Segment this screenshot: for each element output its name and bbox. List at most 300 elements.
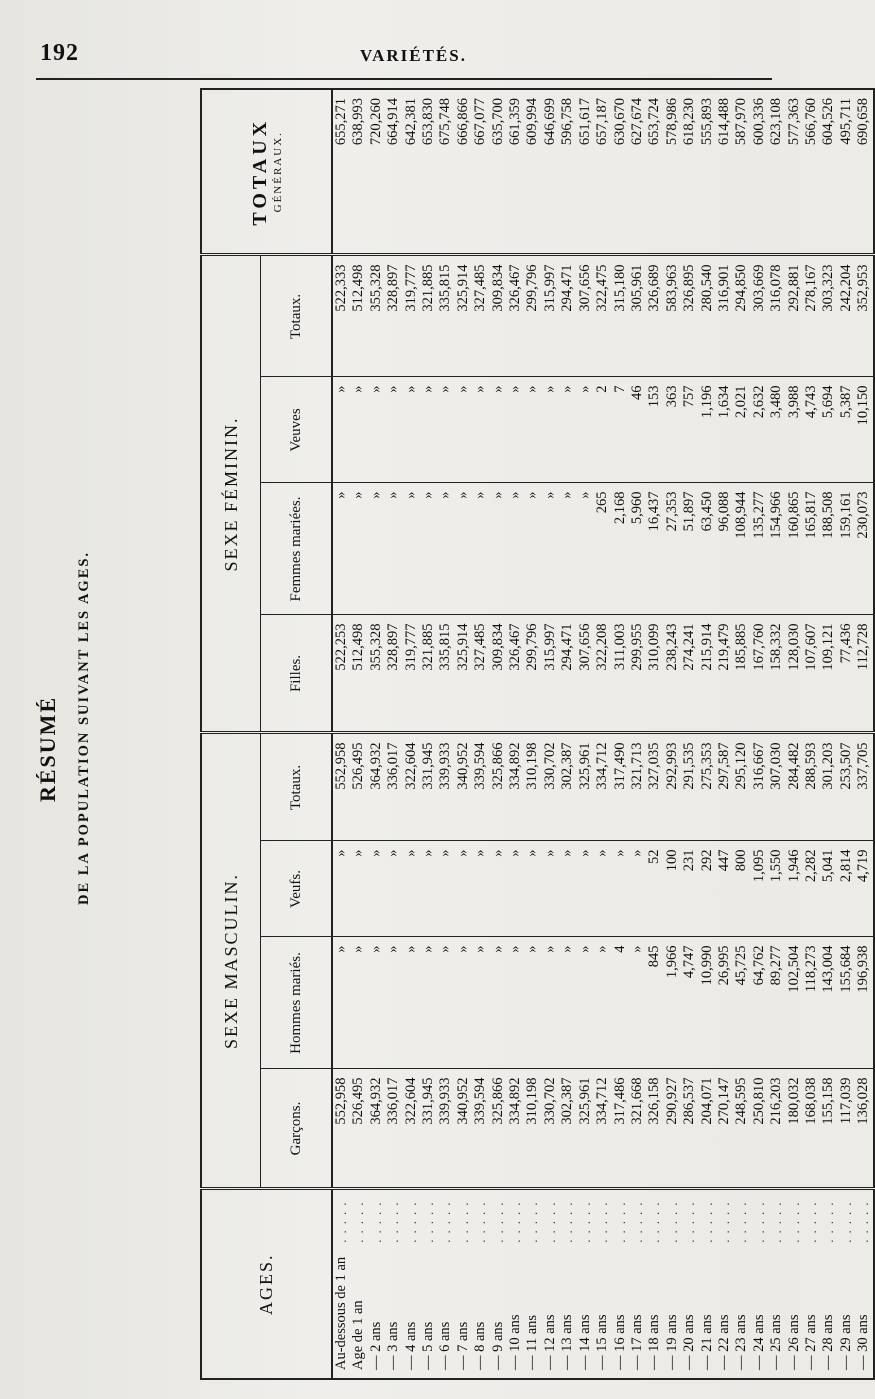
veuves-value: » <box>577 377 594 483</box>
totaux-feminin-value: 316,078 <box>768 255 785 377</box>
garcons-value: 290,927 <box>664 1069 681 1189</box>
femmes-mariees-value: 2,168 <box>612 483 629 615</box>
leader-dots: ..... <box>595 1196 611 1243</box>
veuves-value: » <box>332 377 350 483</box>
femmes-mariees-value: 160,865 <box>786 483 803 615</box>
age-label <box>368 1189 385 1379</box>
table-row <box>820 89 837 1379</box>
femmes-mariees-value: 63,450 <box>699 483 716 615</box>
age-text: — 18 ans <box>646 1314 663 1370</box>
veufs-value: » <box>594 841 611 937</box>
garcons-value: 526,495 <box>350 1069 367 1189</box>
garcons-value: 330,702 <box>542 1069 559 1189</box>
age-text: — 11 ans <box>524 1314 541 1370</box>
age-label <box>664 1189 681 1379</box>
totaux-generaux-value: 596,758 <box>559 89 576 255</box>
veuves-value: 46 <box>629 377 646 483</box>
garcons-value: 136,028 <box>855 1069 873 1189</box>
leader-dots: ..... <box>803 1196 819 1243</box>
filles-value: 325,914 <box>455 615 472 733</box>
totaux-generaux-value: 655,271 <box>332 89 350 255</box>
filles-value: 238,243 <box>664 615 681 733</box>
filles-value: 327,485 <box>472 615 489 733</box>
veuves-value: » <box>472 377 489 483</box>
leader-dots: ..... <box>734 1196 750 1243</box>
femmes-mariees-value: 96,088 <box>716 483 733 615</box>
totaux-feminin-value: 325,914 <box>455 255 472 377</box>
population-table <box>200 88 875 1380</box>
totaux-generaux-value: 578,986 <box>664 89 681 255</box>
filles-value: 328,897 <box>385 615 402 733</box>
age-label <box>437 1189 454 1379</box>
leader-dots: ..... <box>455 1196 471 1243</box>
totaux-masculin-value: 339,933 <box>437 733 454 841</box>
filles-value: 315,997 <box>542 615 559 733</box>
age-label <box>403 1189 420 1379</box>
totaux-masculin-value: 307,030 <box>768 733 785 841</box>
filles-value: 321,885 <box>420 615 437 733</box>
totaux-generaux-value: 627,674 <box>629 89 646 255</box>
totaux-generaux-value: 690,658 <box>855 89 873 255</box>
veuves-value: » <box>455 377 472 483</box>
leader-dots: ..... <box>473 1196 489 1243</box>
age-text: — 28 ans <box>820 1314 837 1370</box>
filles-value: 319,777 <box>403 615 420 733</box>
table-row <box>838 89 855 1379</box>
hommes-maries-value: » <box>437 937 454 1069</box>
femmes-mariees-value: » <box>524 483 541 615</box>
garcons-value: 326,158 <box>646 1069 663 1189</box>
veufs-value: 2,814 <box>838 841 855 937</box>
hommes-maries-value: » <box>542 937 559 1069</box>
age-label <box>559 1189 576 1379</box>
header-ages: AGES. <box>201 1189 332 1379</box>
leader-dots: ..... <box>421 1196 437 1243</box>
garcons-value: 270,147 <box>716 1069 733 1189</box>
age-text: — 25 ans <box>768 1314 785 1370</box>
age-text: — 2 ans <box>367 1321 384 1370</box>
garcons-value: 310,198 <box>524 1069 541 1189</box>
veufs-value: » <box>612 841 629 937</box>
totaux-feminin-value: 355,328 <box>368 255 385 377</box>
table-row <box>559 89 576 1379</box>
table-row <box>332 89 350 1379</box>
totaux-feminin-value: 335,815 <box>437 255 454 377</box>
totaux-masculin-value: 337,705 <box>855 733 873 841</box>
femmes-mariees-value: 27,353 <box>664 483 681 615</box>
garcons-value: 250,810 <box>751 1069 768 1189</box>
veuves-value: 4,743 <box>803 377 820 483</box>
filles-value: 274,241 <box>681 615 698 733</box>
filles-value: 335,815 <box>437 615 454 733</box>
filles-value: 167,760 <box>751 615 768 733</box>
garcons-value: 334,712 <box>594 1069 611 1189</box>
garcons-value: 248,595 <box>733 1069 750 1189</box>
age-text: — 19 ans <box>663 1314 680 1370</box>
garcons-value: 339,933 <box>437 1069 454 1189</box>
totaux-feminin-value: 326,689 <box>646 255 663 377</box>
age-label <box>524 1189 541 1379</box>
leader-dots: ..... <box>856 1196 872 1243</box>
totaux-feminin-value: 316,901 <box>716 255 733 377</box>
totaux-masculin-value: 327,035 <box>646 733 663 841</box>
age-text: — 13 ans <box>559 1314 576 1370</box>
filles-value: 128,030 <box>786 615 803 733</box>
age-label <box>507 1189 524 1379</box>
filles-value: 107,607 <box>803 615 820 733</box>
veufs-value: 4,719 <box>855 841 873 937</box>
hommes-maries-value: 26,995 <box>716 937 733 1069</box>
totaux-generaux-value: 587,970 <box>733 89 750 255</box>
garcons-value: 168,038 <box>803 1069 820 1189</box>
femmes-mariees-value: » <box>332 483 350 615</box>
age-text: — 6 ans <box>437 1321 454 1370</box>
totaux-feminin-value: 305,961 <box>629 255 646 377</box>
veufs-value: » <box>403 841 420 937</box>
garcons-value: 155,158 <box>820 1069 837 1189</box>
totaux-feminin-value: 303,323 <box>820 255 837 377</box>
leader-dots: ..... <box>664 1196 680 1243</box>
totaux-masculin-value: 321,713 <box>629 733 646 841</box>
table-body <box>332 89 874 1379</box>
leader-dots: ..... <box>699 1196 715 1243</box>
age-label <box>455 1189 472 1379</box>
col-garcons: Garçons. <box>261 1069 333 1189</box>
age-label <box>751 1189 768 1379</box>
age-text: — 14 ans <box>576 1314 593 1370</box>
table-row <box>437 89 454 1379</box>
veufs-value: 447 <box>716 841 733 937</box>
totaux-masculin-value: 322,604 <box>403 733 420 841</box>
femmes-mariees-value: 51,897 <box>681 483 698 615</box>
veuves-value: » <box>350 377 367 483</box>
veuves-value: 2 <box>594 377 611 483</box>
totaux-feminin-value: 319,777 <box>403 255 420 377</box>
veufs-value: » <box>350 841 367 937</box>
femmes-mariees-value: » <box>542 483 559 615</box>
age-label <box>855 1189 873 1379</box>
totaux-feminin-value: 328,897 <box>385 255 402 377</box>
table-row <box>524 89 541 1379</box>
hommes-maries-value: 845 <box>646 937 663 1069</box>
leader-dots: ..... <box>560 1196 576 1243</box>
filles-value: 311,003 <box>612 615 629 733</box>
age-label <box>490 1189 507 1379</box>
totaux-masculin-value: 334,892 <box>507 733 524 841</box>
veufs-value: » <box>332 841 350 937</box>
garcons-value: 302,387 <box>559 1069 576 1189</box>
totaux-feminin-value: 326,467 <box>507 255 524 377</box>
leader-dots: ..... <box>386 1196 402 1243</box>
veuves-value: 5,694 <box>820 377 837 483</box>
hommes-maries-value: 118,273 <box>803 937 820 1069</box>
femmes-mariees-value: 16,437 <box>646 483 663 615</box>
veuves-value: » <box>437 377 454 483</box>
leader-dots: ..... <box>769 1196 785 1243</box>
totaux-generaux-value: 495,711 <box>838 89 855 255</box>
garcons-value: 336,017 <box>385 1069 402 1189</box>
hommes-maries-value: » <box>403 937 420 1069</box>
filles-value: 215,914 <box>699 615 716 733</box>
totaux-masculin-value: 295,120 <box>733 733 750 841</box>
veufs-value: » <box>507 841 524 937</box>
totaux-generaux-value: 638,993 <box>350 89 367 255</box>
leader-dots: ..... <box>716 1196 732 1243</box>
veuves-value: » <box>490 377 507 483</box>
veufs-value: » <box>542 841 559 937</box>
femmes-mariees-value: 265 <box>594 483 611 615</box>
age-label <box>629 1189 646 1379</box>
totaux-feminin-value: 299,796 <box>524 255 541 377</box>
header-totaux-generaux <box>201 89 332 255</box>
hommes-maries-value: 4,747 <box>681 937 698 1069</box>
femmes-mariees-value: » <box>472 483 489 615</box>
totaux-feminin-value: 294,471 <box>559 255 576 377</box>
population-table-rotated <box>200 90 872 1380</box>
filles-value: 294,471 <box>559 615 576 733</box>
filles-value: 322,208 <box>594 615 611 733</box>
hommes-maries-value: 4 <box>612 937 629 1069</box>
leader-dots: ..... <box>751 1196 767 1243</box>
hommes-maries-value: 196,938 <box>855 937 873 1069</box>
hommes-maries-value: » <box>385 937 402 1069</box>
age-text: — 7 ans <box>454 1321 471 1370</box>
veuves-value: 10,150 <box>855 377 873 483</box>
totaux-masculin-value: 330,702 <box>542 733 559 841</box>
garcons-value: 322,604 <box>403 1069 420 1189</box>
hommes-maries-value: » <box>332 937 350 1069</box>
totaux-masculin-value: 325,866 <box>490 733 507 841</box>
table-row <box>507 89 524 1379</box>
hommes-maries-value: » <box>629 937 646 1069</box>
hommes-maries-value: 1,966 <box>664 937 681 1069</box>
table-title: RÉSUMÉ <box>35 695 60 802</box>
veufs-value: » <box>455 841 472 937</box>
leader-dots: ..... <box>542 1196 558 1243</box>
garcons-value: 325,866 <box>490 1069 507 1189</box>
veuves-value: 757 <box>681 377 698 483</box>
header-sexe-masculin: SEXE MASCULIN. <box>201 733 261 1189</box>
veufs-value: 52 <box>646 841 663 937</box>
totaux-generaux-value: 657,187 <box>594 89 611 255</box>
age-text: Au-dessous de 1 an <box>333 1256 349 1370</box>
totaux-feminin-value: 327,485 <box>472 255 489 377</box>
garcons-value: 331,945 <box>420 1069 437 1189</box>
veuves-value: » <box>403 377 420 483</box>
veufs-value: » <box>385 841 402 937</box>
leader-dots: ..... <box>368 1196 384 1243</box>
table-row <box>612 89 629 1379</box>
header-generaux-label: GÉNÉRAUX. <box>272 131 284 213</box>
table-row <box>855 89 873 1379</box>
hommes-maries-value: 143,004 <box>820 937 837 1069</box>
table-row <box>594 89 611 1379</box>
totaux-feminin-value: 583,963 <box>664 255 681 377</box>
veufs-value: 1,550 <box>768 841 785 937</box>
totaux-masculin-value: 253,507 <box>838 733 855 841</box>
page-number: 192 <box>40 40 79 66</box>
age-label <box>733 1189 750 1379</box>
age-text: — 10 ans <box>507 1314 524 1370</box>
totaux-feminin-value: 322,475 <box>594 255 611 377</box>
femmes-mariees-value: 188,508 <box>820 483 837 615</box>
garcons-value: 339,594 <box>472 1069 489 1189</box>
totaux-feminin-value: 280,540 <box>699 255 716 377</box>
totaux-masculin-value: 334,712 <box>594 733 611 841</box>
garcons-value: 204,071 <box>699 1069 716 1189</box>
totaux-generaux-value: 661,359 <box>507 89 524 255</box>
totaux-generaux-value: 642,381 <box>403 89 420 255</box>
filles-value: 326,467 <box>507 615 524 733</box>
table-row <box>629 89 646 1379</box>
age-text: — 24 ans <box>750 1314 767 1370</box>
veufs-value: 100 <box>664 841 681 937</box>
totaux-generaux-value: 646,699 <box>542 89 559 255</box>
totaux-masculin-value: 291,535 <box>681 733 698 841</box>
femmes-mariees-value: » <box>437 483 454 615</box>
femmes-mariees-value: 159,161 <box>838 483 855 615</box>
veuves-value: » <box>385 377 402 483</box>
femmes-mariees-value: » <box>403 483 420 615</box>
totaux-generaux-value: 666,866 <box>455 89 472 255</box>
femmes-mariees-value: 154,966 <box>768 483 785 615</box>
hommes-maries-value: » <box>420 937 437 1069</box>
age-text: — 12 ans <box>541 1314 558 1370</box>
totaux-feminin-value: 522,333 <box>332 255 350 377</box>
table-row <box>368 89 385 1379</box>
totaux-generaux-value: 675,748 <box>437 89 454 255</box>
leader-dots: ..... <box>577 1196 593 1243</box>
veuves-value: 5,387 <box>838 377 855 483</box>
filles-value: 109,121 <box>820 615 837 733</box>
totaux-generaux-value: 604,526 <box>820 89 837 255</box>
leader-dots: ..... <box>525 1196 541 1243</box>
filles-value: 77,436 <box>838 615 855 733</box>
leader-dots: ..... <box>786 1196 802 1243</box>
totaux-generaux-value: 630,670 <box>612 89 629 255</box>
age-label <box>803 1189 820 1379</box>
col-filles: Filles. <box>261 615 333 733</box>
age-label <box>699 1189 716 1379</box>
garcons-value: 325,961 <box>577 1069 594 1189</box>
col-hommes-maries: Hommes mariés. <box>261 937 333 1069</box>
totaux-masculin-value: 284,482 <box>786 733 803 841</box>
totaux-feminin-value: 303,669 <box>751 255 768 377</box>
age-text: — 23 ans <box>733 1314 750 1370</box>
totaux-generaux-value: 618,230 <box>681 89 698 255</box>
filles-value: 112,728 <box>855 615 873 733</box>
totaux-masculin-value: 288,593 <box>803 733 820 841</box>
femmes-mariees-value: » <box>577 483 594 615</box>
totaux-feminin-value: 242,204 <box>838 255 855 377</box>
veuves-value: 2,632 <box>751 377 768 483</box>
filles-value: 219,479 <box>716 615 733 733</box>
filles-value: 355,328 <box>368 615 385 733</box>
table-row <box>490 89 507 1379</box>
veuves-value: 1,196 <box>699 377 716 483</box>
age-text: — 16 ans <box>611 1314 628 1370</box>
table-row <box>751 89 768 1379</box>
leader-dots: ..... <box>629 1196 645 1243</box>
veuves-value: 3,480 <box>768 377 785 483</box>
totaux-feminin-value: 315,997 <box>542 255 559 377</box>
age-label <box>385 1189 402 1379</box>
table-row <box>786 89 803 1379</box>
age-text: — 29 ans <box>837 1314 854 1370</box>
totaux-feminin-value: 326,895 <box>681 255 698 377</box>
veuves-value: 363 <box>664 377 681 483</box>
age-text: — 22 ans <box>715 1314 732 1370</box>
col-femmes-mariees: Femmes mariées. <box>261 483 333 615</box>
totaux-masculin-value: 340,952 <box>455 733 472 841</box>
age-text: — 26 ans <box>785 1314 802 1370</box>
veufs-value: » <box>472 841 489 937</box>
table-row <box>699 89 716 1379</box>
hommes-maries-value: 89,277 <box>768 937 785 1069</box>
hommes-maries-value: » <box>350 937 367 1069</box>
age-label <box>768 1189 785 1379</box>
age-label <box>472 1189 489 1379</box>
totaux-generaux-value: 664,914 <box>385 89 402 255</box>
header-totaux-label: TOTAUX <box>249 117 271 226</box>
veufs-value: » <box>629 841 646 937</box>
veuves-value: » <box>542 377 559 483</box>
totaux-generaux-value: 614,488 <box>716 89 733 255</box>
garcons-value: 321,668 <box>629 1069 646 1189</box>
table-row <box>803 89 820 1379</box>
age-label <box>646 1189 663 1379</box>
veuves-value: 2,021 <box>733 377 750 483</box>
age-label <box>612 1189 629 1379</box>
filles-value: 522,253 <box>332 615 350 733</box>
totaux-feminin-value: 352,953 <box>855 255 873 377</box>
leader-dots: ..... <box>490 1196 506 1243</box>
filles-value: 512,498 <box>350 615 367 733</box>
totaux-feminin-value: 512,498 <box>350 255 367 377</box>
hommes-maries-value: » <box>577 937 594 1069</box>
filles-value: 309,834 <box>490 615 507 733</box>
age-text: — 21 ans <box>698 1314 715 1370</box>
leader-dots: ..... <box>438 1196 454 1243</box>
totaux-masculin-value: 275,353 <box>699 733 716 841</box>
hommes-maries-value: » <box>594 937 611 1069</box>
totaux-generaux-value: 555,893 <box>699 89 716 255</box>
table-row <box>768 89 785 1379</box>
table-row <box>350 89 367 1379</box>
totaux-masculin-value: 301,203 <box>820 733 837 841</box>
totaux-masculin-value: 331,945 <box>420 733 437 841</box>
col-totaux-masculin: Totaux. <box>261 733 333 841</box>
veufs-value: » <box>524 841 541 937</box>
col-totaux-feminin: Totaux. <box>261 255 333 377</box>
garcons-value: 340,952 <box>455 1069 472 1189</box>
veuves-value: » <box>559 377 576 483</box>
age-text: Age de 1 an <box>350 1300 367 1370</box>
table-row <box>385 89 402 1379</box>
age-label <box>577 1189 594 1379</box>
femmes-mariees-value: » <box>385 483 402 615</box>
hommes-maries-value: 155,684 <box>838 937 855 1069</box>
garcons-value: 334,892 <box>507 1069 524 1189</box>
veuves-value: » <box>368 377 385 483</box>
table-row <box>403 89 420 1379</box>
veufs-value: » <box>490 841 507 937</box>
table-row <box>472 89 489 1379</box>
hommes-maries-value: » <box>368 937 385 1069</box>
garcons-value: 552,958 <box>332 1069 350 1189</box>
filles-value: 185,885 <box>733 615 750 733</box>
veufs-value: 1,946 <box>786 841 803 937</box>
